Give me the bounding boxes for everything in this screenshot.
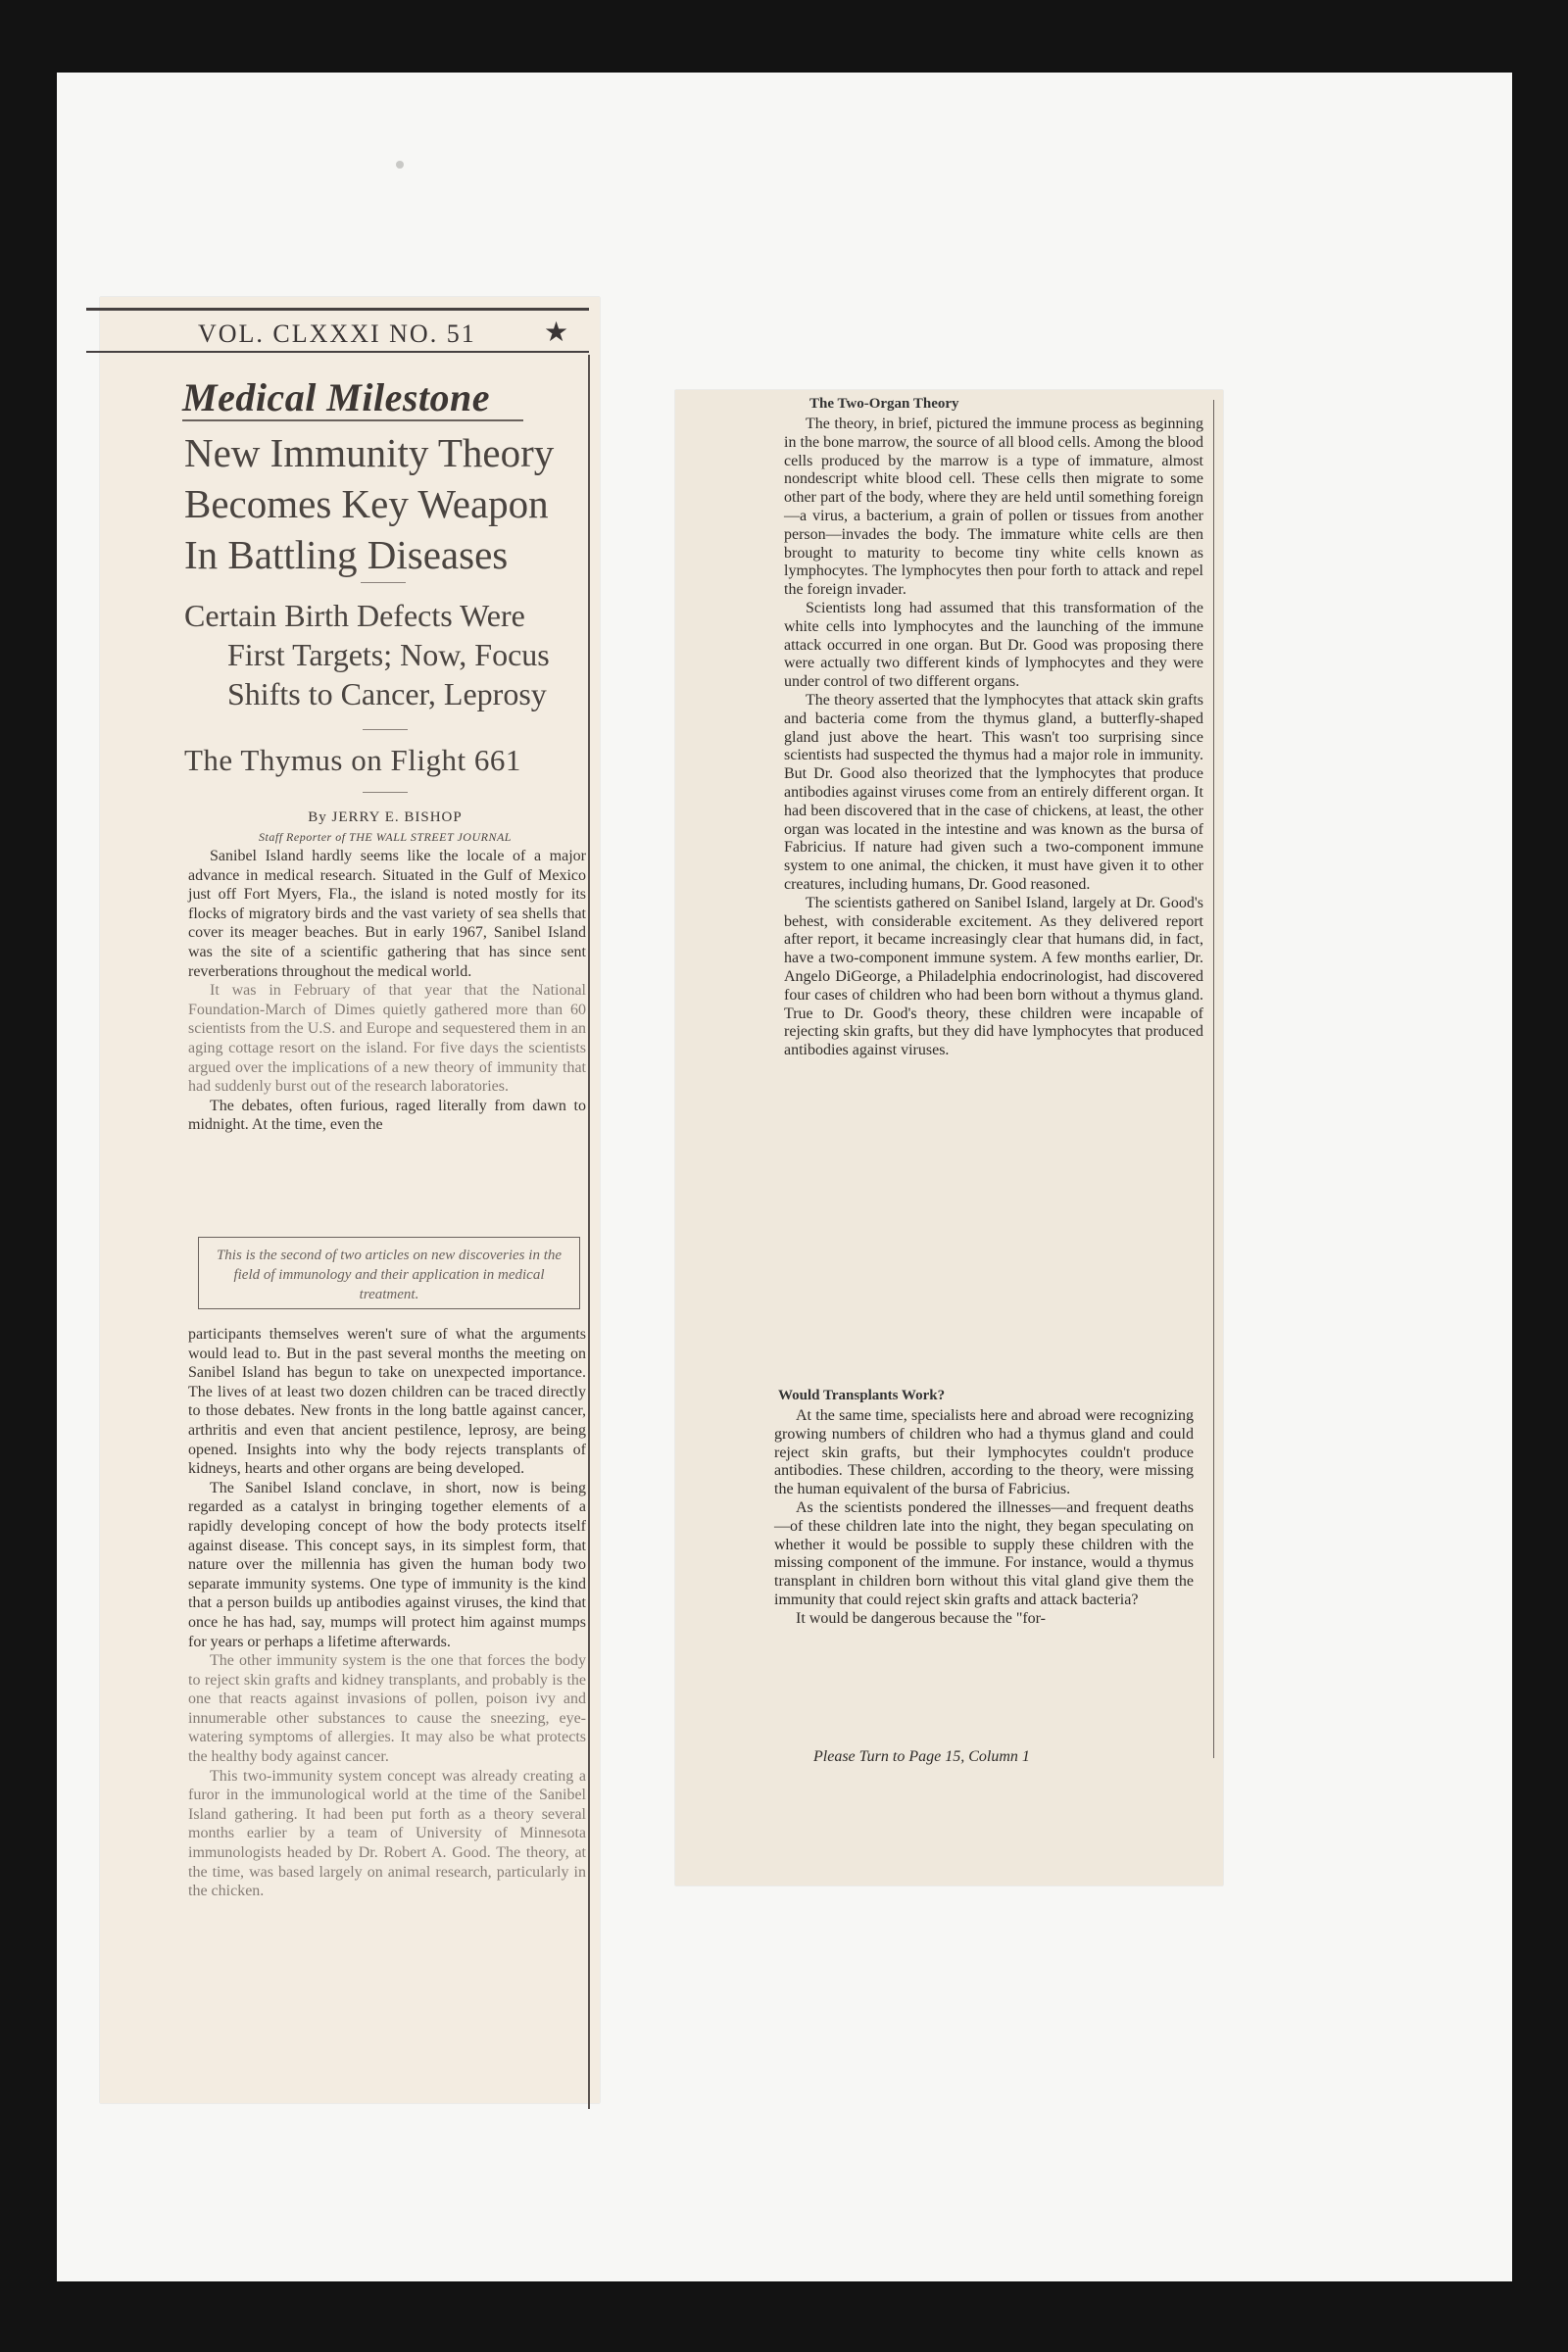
divider (361, 582, 406, 583)
deck-line: Certain Birth Defects Were (184, 598, 525, 633)
column-rule (1213, 400, 1214, 1758)
divider (363, 792, 408, 793)
masthead-rule-bottom (86, 351, 589, 353)
section-title: The Two-Organ Theory (809, 396, 959, 412)
paragraph: At the same time, specialists here and abroad were recognizing growing numbers of children who had a thymus gland and could reject skin grafts, but their lymphocytes couldn't produce antibodies. These children, according to the theory, were missing the human equivalent of the bursa of Fabricius. (774, 1407, 1194, 1498)
paragraph: The other immunity system is the one that forces the body to reject skin grafts and kidney transplants, and probably is the one that reacts against invasions of pollen, poison ivy and innumerable other substances to cause the sneezing, eye-watering symptoms of allergies. It may also be what protects the healthy body against cancer. (188, 1652, 586, 1766)
section-title: Would Transplants Work? (778, 1388, 946, 1403)
article-kicker: Medical Milestone (182, 375, 491, 419)
paragraph: This two-immunity system concept was already creating a furor in the immunological world at the time of the Sanibel Island gathering. It had been put forth as a theory several months earlier by a team of University of Minnesota immunologists headed by Dr. Robert A. Good. The theory, at the time, was based largely on animal research, particularly in the chicken. (188, 1767, 586, 1900)
deck-line: Shifts to Cancer, Leprosy (227, 676, 547, 711)
article-deck (184, 596, 581, 713)
paragraph: The theory, in brief, pictured the immune process as beginning in the bone marrow, the source of all blood cells. Among the blood cells produced by the marrow is a type of immature, almost nondescript white blood cell. These cells then migrate to some other part of the body, where they are held until something foreign—a virus, a bacterium, a grain of pollen or tissues from another person—invades the body. The immature white cells are then brought to maturity to become tiny white cells known as lymphocytes. The lymphocytes then pour forth to attack and repel the foreign invader. (784, 416, 1203, 599)
kicker-underline (182, 419, 523, 421)
headline-line: In Battling Diseases (184, 532, 509, 577)
staff-line: Staff Reporter of THE WALL STREET JOURNAL (259, 830, 512, 844)
article-headline (184, 427, 596, 580)
paragraph: Scientists long had assumed that this transformation of the white cells into lymphocytes and the launching of the immune attack occurred in one organ. But Dr. Good was proposing there were actually two different kinds of lymphocytes and they were under control of two different organs. (784, 599, 1203, 691)
paragraph: The debates, often furious, raged literally from dawn to midnight. At the time, even the (188, 1097, 586, 1134)
series-note-box: This is the second of two articles on new discoveries in the field of immunology and their application in medical treatment. (198, 1237, 580, 1309)
column-rule (588, 355, 590, 2109)
paragraph: It would be dangerous because the "for- (796, 1609, 1047, 1627)
divider (363, 729, 408, 730)
right-column-text-1 (784, 416, 1203, 1060)
deck-line: First Targets; Now, Focus (227, 637, 550, 672)
paragraph: As the scientists pondered the illnesses—and frequent deaths—of these children late into the night, they began speculating on whether it would be possible to supply these children with the missing component of the immune. For instance, would a thymus transplant in children born without this vital gland give them the immunity that could reject skin grafts and attack bacteria? (774, 1498, 1194, 1608)
article-subhead: The Thymus on Flight 661 (184, 743, 521, 777)
mount-hole (396, 161, 404, 169)
paragraph: Sanibel Island hardly seems like the locale of a major advance in medical research. Situated in the Gulf of Mexico just off Fort Myers, Fla., the island is noted mostly for its flocks of migratory birds and the vast variety of sea shells that cover its meager beaches. But in early 1967, Sanibel Island was the site of a scientific gathering that has since sent reverberations throughout the medical world. (188, 848, 586, 980)
star-icon: ★ (544, 318, 569, 348)
paragraph: The scientists gathered on Sanibel Island, largely at Dr. Good's behest, with considerable excitement. As they delivered report after report, it became increasingly clear that humans did, in fact, have a two-component immune system. A few months earlier, Dr. Angelo DiGeorge, a Philadelphia endocrinologist, had discovered four cases of children who had been born without a thymus gland. True to Dr. Good's theory, these children were incapable of rejecting skin grafts, but they did have lymphocytes that produced antibodies against viruses. (784, 894, 1203, 1059)
masthead-rule-top (86, 308, 589, 311)
paragraph: The theory asserted that the lymphocytes that attack skin grafts and bacteria come from the thymus gland, a butterfly-shaped gland just above the heart. This wasn't too surprising since scientists had suspected the thymus had a major role in immunity. But Dr. Good also theorized that the lymphocytes that produce antibodies against viruses come from an entirely different organ. It had been discovered that in the case of chickens, at least, the other organ was located in the intestine and was known as the bursa of Fabricius. If nature had given such a two-component immune system to one animal, the chicken, it must have given it to other creatures, including humans, Dr. Good reasoned. (784, 691, 1203, 893)
byline: By JERRY E. BISHOP (308, 809, 463, 825)
masthead-volume: VOL. CLXXXI NO. 51 (198, 319, 476, 348)
paragraph: participants themselves weren't sure of what the arguments would lead to. But in the past several months the meeting on Sanibel Island has begun to take on unexpected importance. The lives of at least two dozen children can be traced directly to those debates. New fronts in the long battle against cancer, arthritis and even that ancient pestilence, leprosy, are being opened. Insights into why the body rejects transplants of kidneys, hearts and other organs are being developed. (188, 1326, 586, 1478)
left-column-text-1 (188, 847, 586, 1135)
paragraph: The Sanibel Island conclave, in short, now is being regarded as a catalyst in bringing together elements of a rapidly developing concept of how the body protects itself against disease. This concept says, in its simplest form, that nature over the millennia has given the human body two separate immunity systems. One type of immunity is the kind that a person builds up antibodies against viruses, the kind that once he has had, say, mumps will protect him against mumps for years or perhaps a lifetime afterwards. (188, 1479, 586, 1650)
paragraph: It was in February of that year that the National Foundation-March of Dimes quietly gathered more than 60 scientists from the U.S. and Europe and sequestered them in an aging cottage resort on the island. For five days the scientists argued over the implications of a new theory of immunity that had suddenly burst out of the research laboratories. (188, 982, 586, 1096)
continued-line: Please Turn to Page 15, Column 1 (813, 1748, 1030, 1765)
right-column-text-2 (774, 1407, 1194, 1629)
headline-line: New Immunity Theory (184, 430, 555, 475)
left-column-text-2 (188, 1325, 586, 1901)
headline-line: Becomes Key Weapon (184, 481, 549, 526)
